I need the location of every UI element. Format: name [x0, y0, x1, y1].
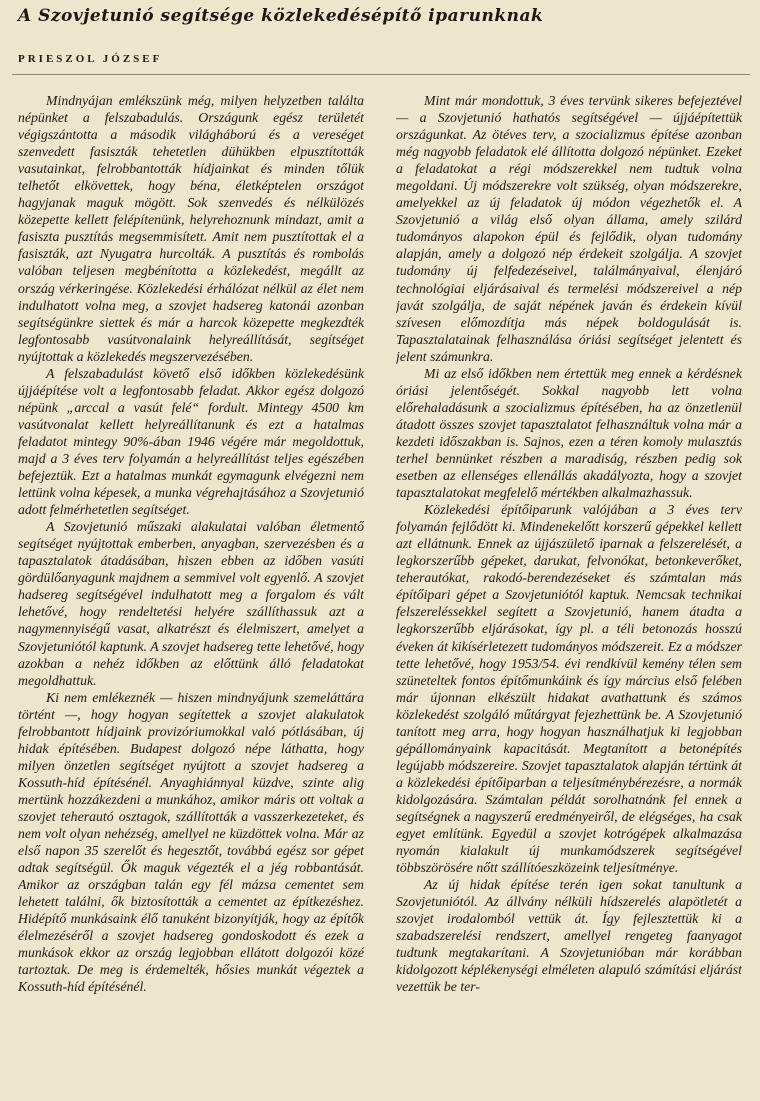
paragraph: A felszabadulást követő első időkben közlekedésünk újjáépítése volt a legfontosabb feladat. Akkor egész dolgozó népünk „arccal a vasút felé“ fordult. Mintegy 4500 km vasútvonalat kellett helyreállítanunk és ezt a hatalmas feladatot mintegy 90%-ában 1946 végére már megoldottuk, majd a 3 éves terv folyamán a helyreállítást teljes egészében befejeztük. Ezt a hatalmas munkát egymagunk elvégezni nem lettünk volna képesek, a munka végrehajtásához a Szovjetunió adott felmérhetetlen segítséget.	[18, 365, 364, 518]
header-divider	[12, 74, 750, 75]
paragraph: Mi az első időkben nem értettük meg ennek a kérdésnek óriási jelentőségét. Sokkal nagyobb lett volna előrehaladásunk a szocializmus építésében, ha az önzetlenül átadott összes szovjet tapasztalatot felhasználtuk volna már a kezdeti időszakban is. Sajnos, ezen a téren komoly mulasztás terhel bennünket részben a maradiság, részben pedig sok esetben az ellenséges ellenállás akadályozta, hogy a szovjet tapasztalatokat megfelelő mértékben alkalmazhassuk.	[396, 365, 742, 501]
left-column	[18, 92, 364, 1096]
paragraph: Mindnyájan emlékszünk még, milyen helyzetben találta népünket a felszabadulás. Országunk egész területét végigszántotta a második világháború és a vereséget szenvedett fasiszták tehetetlen dühükben elpusztították vasutainkat, felrobbantották hídjainkat és minden tőlük telhetőt elkövettek, hogy béna, életképtelen országot hagyjanak maguk mögött. Sok szenvedés és nélkülözés közepette kellett felépítenünk, helyrehoznunk mindazt, amit a fasiszta pusztítás megsemmisített. Amit nem pusztítottak el a fasiszták, azt Nyugatra hurcolták. A pusztítás és rombolás valóban teljesen megbénította a közlekedést, megállt az ország vérkeringése. Közlekedési érhálózat nélkül az élet nem indulhatott volna meg, a szovjet hadsereg katonái azonban segítségünkre siettek és már a harcok közepette megkezdték legfontosabb vasútvonalaink helyreállítását, segítséget nyújtottak a közlekedés megszervezésében.	[18, 93, 364, 364]
article-author: PRIESZOL JÓZSEF	[18, 53, 163, 65]
paragraph: A Szovjetunió műszaki alakulatai valóban életmentő segítséget nyújtottak emberben, anyagban, szervezésben és a tapasztalatok átadásában, hiszen ebben az időben vasúti gördülőanyagunk majdnem a semmivel volt egyenlő. A szovjet hadsereg segítségével indulhatott meg a forgalom és vált lehetővé, hogy rendeltetési helyére szállíthassuk azt a nagymennyiségű vasat, alkatrészt és élelmiszert, amelyet a Szovjetuniótól kaptunk. A szovjet hadsereg tette lehetővé, hogy azokban a nehéz időkben az előttünk álló feladatokat megoldhattuk.	[18, 519, 364, 688]
paragraph: Az új hidak építése terén igen sokat tanultunk a Szovjetuniótól. Az állvány nélküli hídszerelés alapötletét a szovjet irodalomból vettük át. Így fejlesztettük ki a szabadszerelési rendszert, amellyel rengeteg faanyagot tudtunk megtakarítani. A Szovjetunióban már korábban kidolgozott képlékenységi elméleten alapuló számítási eljárást vezettük be ter-	[396, 877, 742, 995]
paragraph: Mint már mondottuk, 3 éves tervünk sikeres befejeztével — a Szovjetunió hathatós segítségével — újjáépítettük országunkat. Az ötéves terv, a szocializmus építése azonban még nagyobb feladatok elé állította dolgozó népünket. Ezeket a feladatokat a régi módszerekkel nem tudtuk volna megoldani. Új módszerekre volt szükség, olyan módszerekre, amelyekkel az új feladatok új módon végezhetők el. A Szovjetunió a világ első olyan állama, amely szilárd tudományos alapokon épül és fejlődik, olyan tudomány alapján, amely a dolgozó nép érdekeit szolgálja. A szovjet tudomány új felfedezéseivel, találmányaival, élenjáró technológiai eljárásaival és termelési módszereivel a nép javát szolgálja, de saját népének javán és érdekein kívül szívesen előmozdítja más népek boldogulását is. Tapasztalatainak felhasználása óriási segítséget jelentett és jelent számunkra.	[396, 93, 742, 364]
right-column	[396, 92, 742, 1096]
paragraph: Ki nem emlékeznék — hiszen mindnyájunk szemeláttára történt —, hogy hogyan segítettek a szovjet alakulatok felrobbantott hídjaink provizóriumokkal való pótlásában, új hidak építésében. Budapest dolgozó népe láthatta, hogy milyen önzetlen segítséget nyújtott a szovjet hadsereg a Kossuth-híd építésénél. Anyaghiánnyal küzdve, szinte alig mertünk hozzákezdeni a munkához, amikor máris ott voltak a szovjet teherautó osztagok, szállították a vasszerkezeteket, és nem volt olyan nehézség, amellyel ne küzdöttek volna. Már az első napon 35 szerelőt és hegesztőt, továbbá egész sor gépet adtak segítségül. Ők maguk végezték el a jég robbantását. Amikor az országban talán egy fél mázsa cementet sem lehetett találni, ők biztosították a cementet az építkezéshez. Hidépítő munkásaink élő tanuként bizonyítják, hogy az építők élelmezéséről a szovjet hadsereg gondoskodott és ezek a munkások ekkor az ország legjobban ellátott dolgozói közé tartoztak. De meg is érdemelték, hősies munkát végeztek a Kossuth-híd építésénél.	[18, 689, 364, 995]
article-title: A Szovjetunió segítsége közlekedésépítő iparunknak	[18, 6, 544, 26]
paragraph: Közlekedési építőiparunk valójában a 3 éves terv folyamán fejlődött ki. Mindenekelőtt korszerű gépekkel kellett azt ellátnunk. Ennek az újjászülető iparnak a felszerelését, a legkorszerűbb gépeket, darukat, felvonókat, betonkeverőket, teherautókat, rakodó-berendezéseket és számtalan más építőipari gépet a Szovjetuniótól kaptuk. Nemcsak technikai felszereléssekkel segített a Szovjetunió, hanem átadta a legkorszerűbb eljárásokat, így pl. a téli betonozás hosszú éveken át kikísérletezett tudományos módszereit. Ez a módszer tette lehetővé, hogy 1953/54. évi rendkívül kemény télen sem szüneteltek fontos építőmunkáink és így március első felében már újonnan elkészült hidakat avathattunk és számos közlekedést szolgáló műtárgyat fejezhettünk be. A Szovjetunió tanított meg arra, hogy hogyan használhatjuk ki legjobban gépállományaink kapacitását. Megtanított a betonépítés legújabb módszereire. Szovjet tapasztalatok alapján tértünk át a közlekedési építőiparban a teljesítménybérezésre, a normák kidolgozására. Számtalan példát sorolhatnánk fel ennek a segítségnek a nagyszerű eredményeiről, de elégséges, ha csak egyet említünk. Egyedül a szovjet kotrógépek alkalmazása nyomán kialakult új munkamódszerek segítségével többszörösére nőtt szállítóeszközeink teljesítménye.	[396, 502, 742, 876]
